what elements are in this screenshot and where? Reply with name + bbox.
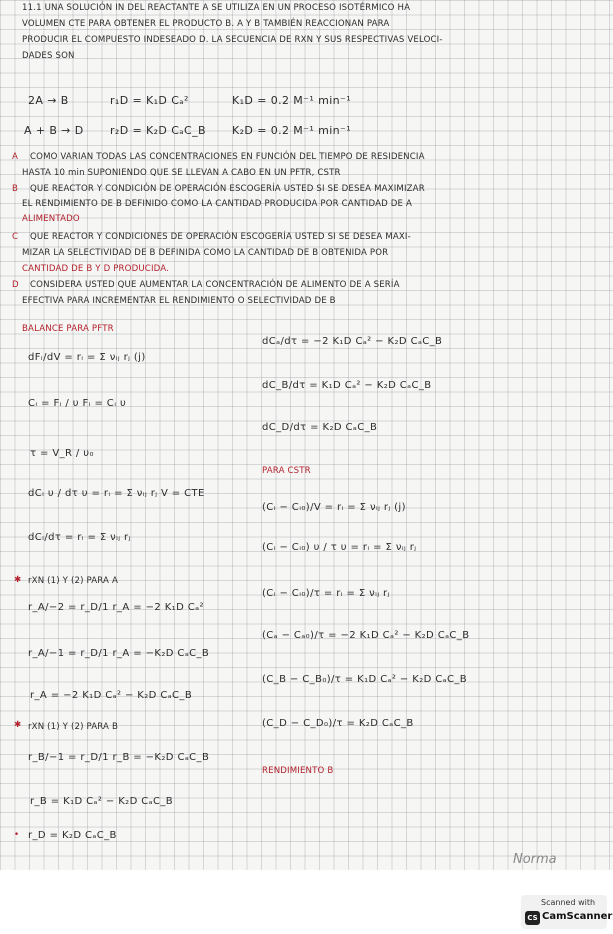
rate-1: r₁D = K₁D Cₐ² <box>110 94 189 107</box>
mark-star-2: ✱ <box>14 720 22 730</box>
cstr-cb: (C_B − C_B₀)/τ = K₁D Cₐ² − K₂D CₐC_B <box>262 674 468 685</box>
question-c-line-2: MIZAR LA SELECTIVIDAD DE B DEFINIDA COMO LA CANTIDAD DE B OBTENIDA POR <box>22 248 389 258</box>
question-d-line-1: CONSIDERA USTED QUE AUMENTAR LA CONCENTRACIÓN DE ALIMENTO DE A SERÍA <box>30 280 400 290</box>
rb-result: r_B = K₁D Cₐ² − K₂D CₐC_B <box>30 796 173 807</box>
cstr-eq-3: (Cᵢ − Cᵢ₀)/τ = rᵢ = Σ νᵢⱼ rⱼ <box>262 588 390 599</box>
pftr-dca: dCₐ/dτ = −2 K₁D Cₐ² − K₂D CₐC_B <box>262 336 443 347</box>
mark-star-1: ✱ <box>14 575 22 585</box>
camscanner-top-text: Scanned with <box>541 898 596 907</box>
question-d-line-2: EFECTIVA PARA INCREMENTAR EL RENDIMIENTO O SELECTIVIDAD DE B <box>22 296 336 306</box>
question-a-line-2: HASTA 10 min SUPONIENDO QUE SE LLEVAN A CABO EN UN PFTR, CSTR <box>22 168 341 178</box>
rendimiento-heading: RENDIMIENTO B <box>262 766 334 776</box>
camscanner-badge <box>521 895 613 929</box>
header-line-4: DADES SON <box>22 51 75 61</box>
rxn-for-a: rXN (1) Y (2) PARA A <box>28 576 118 586</box>
pftr-heading: BALANCE PARA PFTR <box>22 324 114 334</box>
reaction-2: A + B → D <box>24 124 84 137</box>
question-b-letter: B <box>12 184 19 194</box>
pftr-eq-5: dCᵢ/dτ = rᵢ = Σ νᵢⱼ rⱼ <box>28 532 131 543</box>
question-c-letter: C <box>12 232 19 242</box>
cstr-eq-2: (Cᵢ − Cᵢ₀) υ / τ υ = rᵢ = Σ νᵢⱼ rⱼ <box>262 542 417 553</box>
cstr-heading: PARA CSTR <box>262 466 311 476</box>
frac-a-1: r_A/−2 = r_D/1 r_A = −2 K₁D Cₐ² <box>28 602 204 613</box>
pftr-dcb: dC_B/dτ = K₁D Cₐ² − K₂D CₐC_B <box>262 380 432 391</box>
header-line-3: PRODUCIR EL COMPUESTO INDESEADO D. LA SECUENCIA DE RXN Y SUS RESPECTIVAS VELOCI- <box>22 35 443 45</box>
question-c-line-3: CANTIDAD DE B Y D PRODUCIDA. <box>22 264 170 274</box>
camscanner-logo-icon: CS <box>525 911 540 925</box>
cstr-cd: (C_D − C_D₀)/τ = K₂D CₐC_B <box>262 718 414 729</box>
pftr-eq-2: Cᵢ = Fᵢ / υ Fᵢ = Cᵢ υ <box>28 398 127 409</box>
cstr-eq-1: (Cᵢ − Cᵢ₀)/V = rᵢ = Σ νᵢⱼ rⱼ (j) <box>262 502 406 513</box>
header-line-1: 11.1 UNA SOLUCIÓN IN DEL REACTANTE A SE UTILIZA EN UN PROCESO ISOTÉRMICO HA <box>22 3 411 13</box>
rate-2: r₂D = K₂D CₐC_B <box>110 124 206 137</box>
question-d-letter: D <box>12 280 19 290</box>
notebook-brand: Norma <box>513 852 557 867</box>
reaction-1: 2A → B <box>28 94 69 107</box>
camscanner-name: CamScanner <box>542 911 613 922</box>
cstr-ca: (Cₐ − Cₐ₀)/τ = −2 K₁D Cₐ² − K₂D CₐC_B <box>262 630 470 641</box>
question-a-line-1: COMO VARIAN TODAS LAS CONCENTRACIONES EN FUNCIÓN DEL TIEMPO DE RESIDENCIA <box>30 152 425 162</box>
frac-b: r_B/−1 = r_D/1 r_B = −K₂D CₐC_B <box>28 752 210 763</box>
question-c-line-1: QUE REACTOR Y CONDICIONES DE OPERACIÓN ESCOGERÍA USTED SI SE DESEA MAXI- <box>30 232 411 242</box>
question-b-line-2: EL RENDIMIENTO DE B DEFINIDO COMO LA CANTIDAD PRODUCIDA POR CANTIDAD DE A <box>22 199 413 209</box>
pftr-eq-3: τ = V_R / υ₀ <box>30 448 94 459</box>
ra-result: r_A = −2 K₁D Cₐ² − K₂D CₐC_B <box>30 690 193 701</box>
pftr-dcd: dC_D/dτ = K₂D CₐC_B <box>262 422 378 433</box>
k-2: K₂D = 0.2 M⁻¹ min⁻¹ <box>232 124 352 137</box>
mark-bullet: • <box>14 830 20 840</box>
rxn-for-b: rXN (1) Y (2) PARA B <box>28 722 119 732</box>
question-b-line-3: ALIMENTADO <box>22 214 80 224</box>
header-line-2: VOLUMEN CTE PARA OBTENER EL PRODUCTO B. A Y B TAMBIÉN REACCIONAN PARA <box>22 19 390 29</box>
question-a-letter: A <box>12 152 19 162</box>
pftr-eq-1: dFᵢ/dV = rᵢ = Σ νᵢⱼ rⱼ (j) <box>28 352 146 363</box>
rd-result: r_D = K₂D CₐC_B <box>28 830 117 841</box>
pftr-eq-4: dCᵢ υ / dτ υ = rᵢ = Σ νᵢⱼ rⱼ V = CTE <box>28 488 205 499</box>
k-1: K₁D = 0.2 M⁻¹ min⁻¹ <box>232 94 352 107</box>
frac-a-2: r_A/−1 = r_D/1 r_A = −K₂D CₐC_B <box>28 648 210 659</box>
question-b-line-1: QUE REACTOR Y CONDICIÓN DE OPERACIÓN ESCOGERÍA USTED SI SE DESEA MAXIMIZAR <box>30 184 425 194</box>
